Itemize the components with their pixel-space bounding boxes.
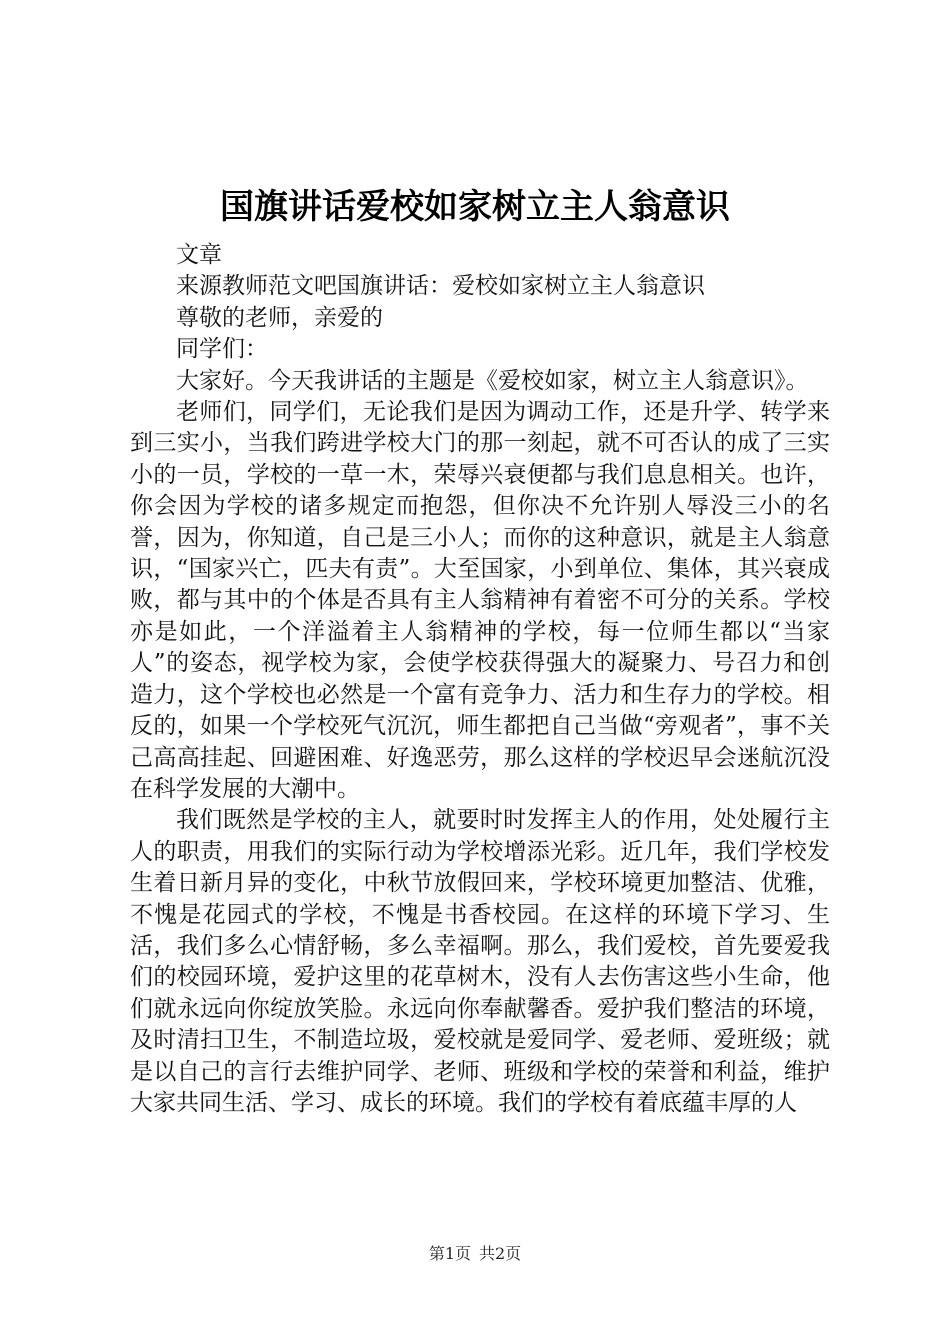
- paragraph: 尊敬的老师，亲爱的: [176, 304, 383, 331]
- paragraph: 老师们，同学们，无论我们是因为调动工作，还是升学、转学来到三实小，当我们跨进学校大门的那一刻起，就不可否认的成了三实小的一员，学校的一草一木，荣辱兴衰便都与我们息息相关。也许，你会因为学校的诸多规定而抱怨，但你决不允许别人辱没三小的名誉，因为，你知道，自己是三小人；而你的这种意识，就是主人翁意识，“国家兴亡，匹夫有责”。大至国家，小到单位、集体，其兴衰成败，都与其中的个体是否具有主人翁精神有着密不可分的关系。学校亦是如此，一个洋溢着主人翁精神的学校，每一位师生都以“当家人”的姿态，视学校为家，会使学校获得强大的凝聚力、号召力和创造力，这个学校也必然是一个富有竞争力、活力和生存力的学校。相反的，如果一个学校死气沉沉，师生都把自己当做“旁观者”，事不关己高高挂起、回避困难、好逸恶劳，那么这样的学校迟早会迷航沉没在科学发展的大潮中。: [130, 399, 830, 802]
- page-footer: [0, 1244, 950, 1264]
- paragraph: 同学们：: [176, 336, 268, 363]
- paragraph: 文章: [176, 242, 222, 268]
- page-number-current: 第1页: [428, 1244, 471, 1263]
- paragraph: 我们既然是学校的主人，就要时时发挥主人的作用，处处履行主人的职责，用我们的实际行动为学校增添光彩。近几年，我们学校发生着日新月异的变化，中秋节放假回来，学校环境更加整洁、优雅，不愧是花园式的学校，不愧是书香校园。在这样的环境下学习、生活，我们多么心情舒畅，多么幸福啊。那么，我们爱校，首先要爱我们的校园环境，爱护这里的花草树木，没有人去伤害这些小生命，他们就永远向你绽放笑脸。永远向你奉献馨香。爱护我们整洁的环境，及时清扫卫生，不制造垃圾，爱校就是爱同学、爱老师、爱班级；就是以自己的言行去维护同学、老师、班级和学校的荣誉和利益，维护大家共同生活、学习、成长的环境。我们的学校有着底蕴丰厚的人: [130, 807, 830, 1116]
- document-body: [130, 240, 830, 1119]
- paragraph: 来源教师范文吧国旗讲话：爱校如家树立主人翁意识: [176, 273, 705, 300]
- paragraph: 大家好。今天我讲话的主题是《爱校如家，树立主人翁意识》。: [176, 367, 809, 394]
- page-number-total: 共2页: [479, 1244, 522, 1263]
- document-title: 国旗讲话爱校如家树立主人翁意识: [220, 187, 730, 227]
